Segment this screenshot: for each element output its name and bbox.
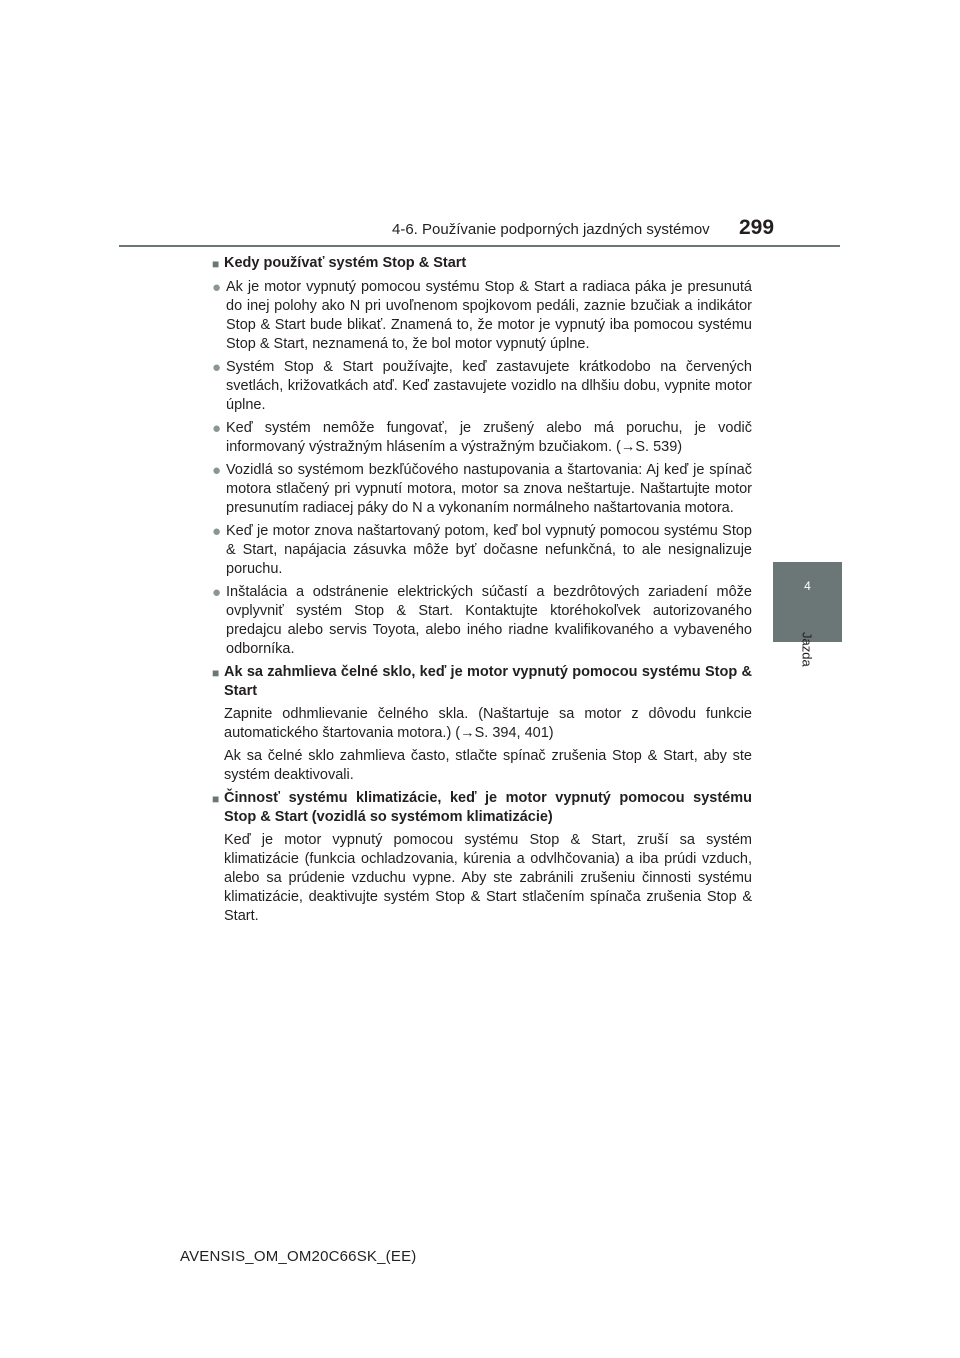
- list-item: [212, 358, 752, 415]
- list-item-text: Vozidlá so systémom bezkľúčového nastupovania a štartovania: Aj keď je spínač motora stlačený pri vypnutí motora, motor sa znova neštartuje. Naštartujte motor presunutím radiacej páky do N a vykonaním normálneho naštartovania motora.: [226, 462, 752, 516]
- square-bullet-icon: ■: [212, 666, 220, 680]
- list-item-text: Keď systém nemôže fungovať, je zrušený alebo má poruchu, je vodič informovaný výstražným hlásením a výstražným bzučiakom. (→S. 539): [226, 420, 752, 455]
- square-bullet-icon: ■: [212, 257, 220, 271]
- list-item: [212, 583, 752, 659]
- list-item: [212, 419, 752, 457]
- chapter-tab: [773, 562, 842, 642]
- section-heading: [212, 254, 752, 274]
- section-heading-text: Ak sa zahmlieva čelné sklo, keď je motor vypnutý pomocou systému Stop & Start: [224, 664, 752, 699]
- square-bullet-icon: ■: [212, 792, 220, 806]
- section-windshield-fog: [212, 663, 752, 785]
- chapter-label: Jazda: [799, 632, 815, 667]
- circle-bullet-icon: ●: [212, 584, 222, 601]
- section-air-conditioning: [212, 789, 752, 926]
- section-heading-text: Kedy používať systém Stop & Start: [224, 255, 467, 271]
- page-number: 299: [739, 216, 775, 239]
- chapter-number: 4: [804, 579, 811, 593]
- section-when-to-use: [212, 254, 752, 659]
- section-heading-text: Činnosť systému klimatizácie, keď je motor vypnutý pomocou systému Stop & Start (vozidlá so systémom klimatizácie): [224, 790, 752, 825]
- section-heading: [212, 663, 752, 701]
- document-code: AVENSIS_OM_OM20C66SK_(EE): [180, 1248, 417, 1265]
- list-item-text: Systém Stop & Start používajte, keď zastavujete krátkodobo na červených svetlách, križovatkách atď. Keď zastavujete vozidlo na dlhšiu dobu, vypnite motor úplne.: [226, 359, 752, 413]
- circle-bullet-icon: ●: [212, 279, 222, 296]
- page-header-title: 4-6. Používanie podporných jazdných systémov: [392, 221, 710, 238]
- list-item-text: Ak je motor vypnutý pomocou systému Stop & Start a radiaca páka je presunutá do inej polohy ako N pri uvoľnenom spojkovom pedáli, zaznie bzučiak a indikátor Stop & Start bude blikať. Znamená to, že motor je vypnutý iba pomocou systému Stop & Start, neznamená to, že bol motor vypnutý úplne.: [226, 279, 752, 352]
- main-content: [212, 254, 752, 930]
- section-heading: [212, 789, 752, 827]
- paragraph: Zapnite odhmlievanie čelného skla. (Naštartuje sa motor z dôvodu funkcie automatického štartovania motora.) (→S. 394, 401): [224, 706, 752, 741]
- paragraph: Keď je motor vypnutý pomocou systému Stop & Start, zruší sa systém klimatizácie (funkcia ochladzovania, kúrenia a odvlhčovania) a iba prúdi vzduch, alebo sa prúdenie vzduchu vypne. Aby ste zabránili zrušeniu činnosti systému klimatizácie, deaktivujte systém Stop & Start stlačením spínača zrušenia Stop & Start.: [224, 832, 752, 924]
- circle-bullet-icon: ●: [212, 523, 222, 540]
- list-item: [212, 522, 752, 579]
- circle-bullet-icon: ●: [212, 420, 222, 437]
- list-item-text: Keď je motor znova naštartovaný potom, keď bol vypnutý pomocou systému Stop & Start, napájacia zásuvka môže byť dočasne nefunkčná, to ale nesignalizuje poruchu.: [226, 523, 752, 577]
- list-item-text: Inštalácia a odstránenie elektrických súčastí a bezdrôtových zariadení môže ovplyvniť systém Stop & Start. Kontaktujte ktoréhokoľvek autorizovaného predajcu alebo servis Toyota, alebo iného riadne kvalifikovaného a vybaveného odborníka.: [226, 584, 752, 657]
- list-item: [212, 278, 752, 354]
- circle-bullet-icon: ●: [212, 359, 222, 376]
- list-item: [212, 461, 752, 518]
- header-divider: [119, 245, 840, 247]
- circle-bullet-icon: ●: [212, 462, 222, 479]
- paragraph: Ak sa čelné sklo zahmlieva často, stlačte spínač zrušenia Stop & Start, aby ste systém deaktivovali.: [224, 748, 752, 783]
